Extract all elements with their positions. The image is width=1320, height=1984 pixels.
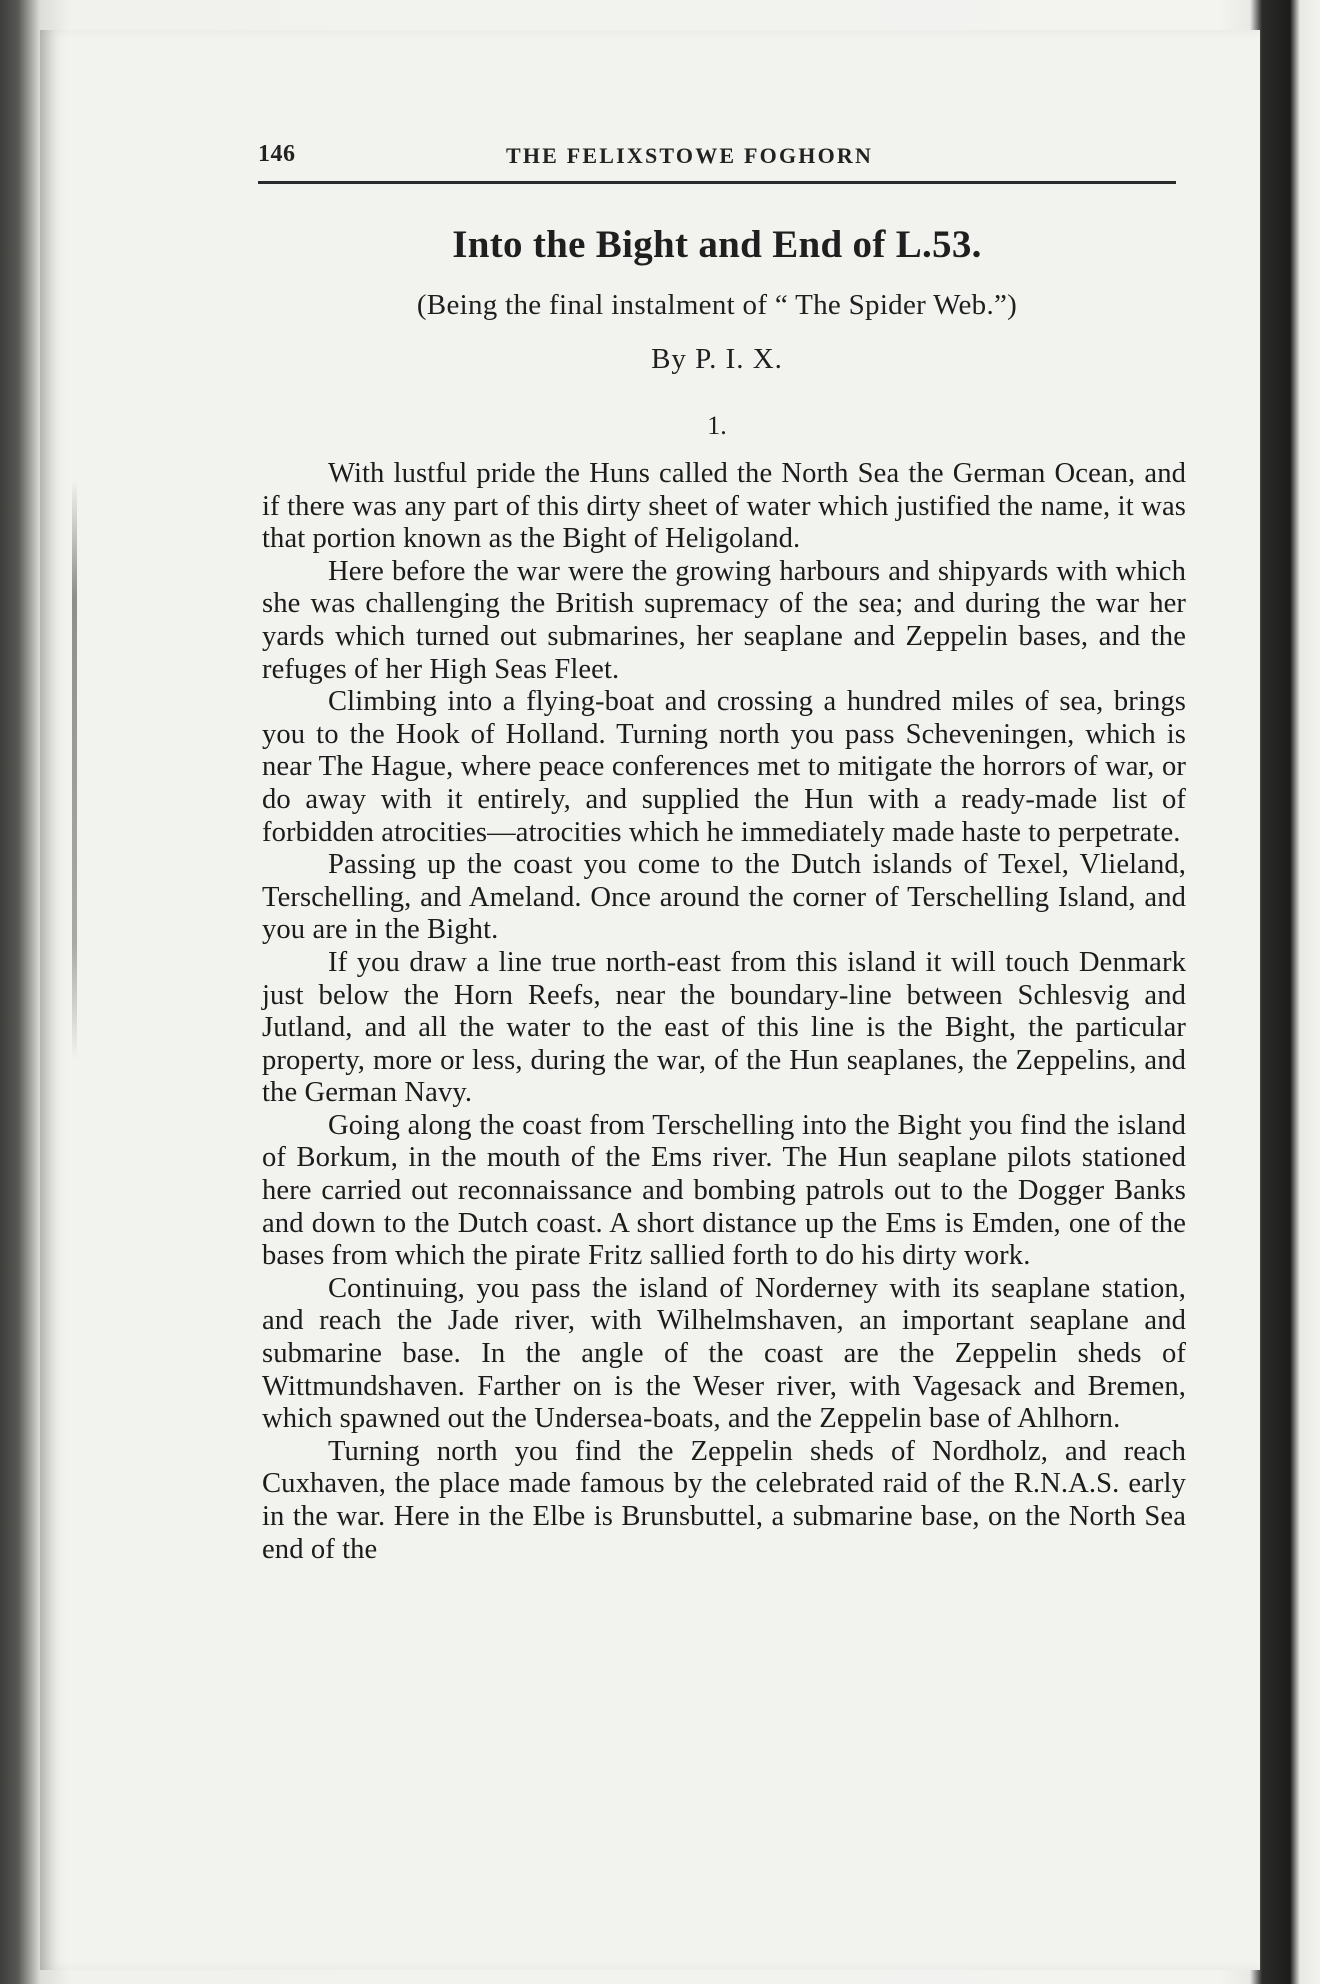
gutter-shadow: [72, 480, 77, 1060]
paragraph: Here before the war were the growing harbours and shipyards with which she was challenging the British supremacy of the sea; and during the war her yards which turned out submarines, her seaplane and Zeppelin bases, and the refuges of her High Seas Fleet.: [262, 555, 1186, 685]
article-body: [262, 458, 1186, 1566]
paragraph: Going along the coast from Terschelling into the Bight you find the island of Borkum, in the mouth of the Ems river. The Hun seaplane pilots stationed here carried out reconnaissance and bombing patrols out to the Dogger Banks and down to the Dutch coast. A short distance up the Ems is Emden, one of the bases from which the pirate Fritz sallied forth to do his dirty work.: [262, 1109, 1186, 1272]
section-number: 1.: [707, 411, 727, 440]
article-heading: [258, 216, 1176, 446]
paragraph: Continuing, you pass the island of Norderney with its seaplane station, and reach the Jade river, with Wilhelmshaven, an important seaplane and submarine base. In the angle of the coast are the Zeppelin sheds of Wittmundshaven. Farther on is the Weser river, with Vagesack and Bremen, which spawned out the Undersea-boats, and the Zeppelin base of Ahlhorn.: [262, 1272, 1186, 1435]
paragraph: With lustful pride the Huns called the North Sea the German Ocean, and if there was any part of this dirty sheet of water which justified the name, it was that portion known as the Bight of Heligoland.: [262, 458, 1186, 555]
paragraph: If you draw a line true north-east from this island it will touch Denmark just below the Horn Reefs, near the boundary-line between Schlesvig and Jutland, and all the water to the east of this line is the Bight, the particular property, more or less, during the war, of the Hun seaplanes, the Zeppelins, and the German Navy.: [262, 946, 1186, 1109]
journal-title: THE FELIXSTOWE FOGHORN: [506, 143, 874, 168]
paragraph: Passing up the coast you come to the Dutch islands of Texel, Vlieland, Terschelling, and Ameland. Once around the corner of Terschelling Island, and you are in the Bight.: [262, 849, 1186, 946]
page-number: 146: [258, 141, 296, 167]
article-subtitle: (Being the final instalment of “ The Spider Web.”): [416, 289, 1018, 321]
paragraph: Turning north you find the Zeppelin sheds of Nordholz, and reach Cuxhaven, the place made famous by the celebrated raid of the R.N.A.S. early in the war. Here in the Elbe is Brunsbuttel, a submarine base, on the North Sea end of the: [262, 1435, 1186, 1565]
article-byline: By P. I. X.: [651, 343, 783, 375]
paragraph: Climbing into a flying-boat and crossing a hundred miles of sea, brings you to the Hook of Holland. Turning north you pass Scheveningen, which is near The Hague, where peace conferences met to mitigate the horrors of war, or do away with it entirely, and supplied the Hun with a ready-made list of forbidden atrocities—atrocities which he immediately made haste to perpetrate.: [262, 686, 1186, 848]
article-title: Into the Bight and End of L.53.: [452, 223, 982, 266]
running-head: [258, 141, 1176, 184]
